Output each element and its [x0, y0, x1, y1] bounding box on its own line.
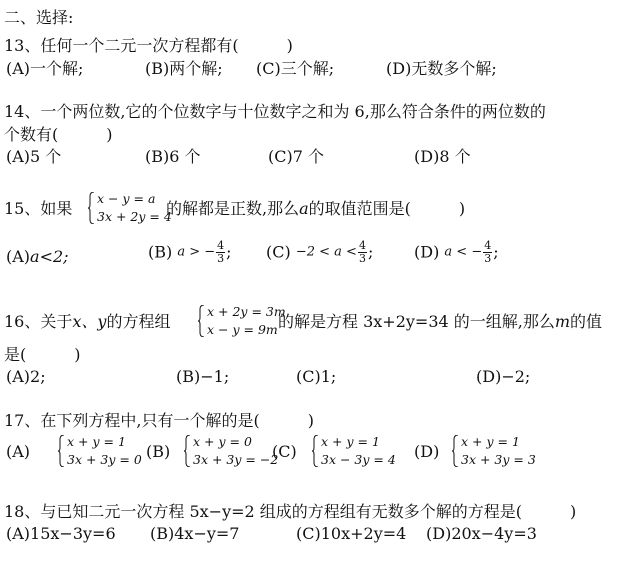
equation-line: x + y = 1 — [321, 434, 380, 449]
option-c: (C)三个解; — [256, 59, 335, 78]
question-stem: 一个两位数,它的个位数字与十位数字之和为 6,那么符合条件的两位数的 — [40, 102, 546, 121]
option-c-label: (C) — [272, 442, 297, 461]
brace-icon — [88, 192, 95, 224]
denominator: 3 — [358, 252, 366, 265]
option-d: (D)−2; — [476, 367, 531, 386]
brace-icon — [198, 305, 205, 337]
option-b-system — [184, 433, 278, 469]
numerator: 4 — [358, 239, 366, 252]
option-text: a > − — [177, 244, 216, 260]
brace-icon — [452, 435, 459, 467]
stem-text: 的解是方程 3x+2y=34 的一组解,那么 — [278, 312, 555, 331]
option-label: (B) — [148, 242, 173, 262]
option-d: (D)20x−4y=3 — [426, 524, 537, 543]
option-a: (A)5 个 — [6, 147, 62, 166]
option-d: (D)无数多个解; — [386, 59, 497, 78]
stem-text: 关于 — [40, 312, 73, 331]
question-14 — [4, 102, 546, 122]
equation-line: 3x + 3y = 0 — [67, 452, 142, 467]
option-a: (A)15x−3y=6 — [6, 524, 116, 543]
equation-line: x − y = a — [97, 191, 156, 206]
brace-icon — [58, 435, 65, 467]
equation-line: x + 2y = 3m — [207, 304, 286, 319]
equation-line: 3x − 3y = 4 — [321, 452, 396, 467]
stem-text: 如果 — [40, 199, 73, 218]
equation-line: x + y = 1 — [67, 434, 126, 449]
variable: m — [554, 312, 571, 331]
fraction — [216, 240, 225, 265]
question-number: 14、 — [4, 102, 41, 121]
brace-icon — [312, 435, 319, 467]
option-b: (B)6 个 — [145, 147, 201, 166]
question-15-end — [166, 199, 465, 219]
option-text: a<2; — [30, 247, 69, 266]
option-a: (A)一个解; — [6, 59, 84, 78]
stem-text: 的值 — [570, 312, 603, 331]
question-number: 13、 — [4, 36, 41, 55]
option-b-label: (B) — [146, 442, 171, 461]
option-c: (C)1; — [296, 367, 337, 386]
question-stem: 与已知二元一次方程 5x−y=2 组成的方程组有无数多个解的方程是( ) — [40, 502, 577, 521]
question-16-start — [4, 312, 170, 332]
option-b: (B)4x−y=7 — [150, 524, 240, 543]
option-c — [266, 240, 373, 265]
option-d-label: (D) — [414, 442, 440, 461]
option-text: a < − — [444, 244, 483, 260]
option-b: (B)−1; — [176, 367, 230, 386]
question-16-end — [278, 312, 602, 332]
option-label: (D) — [414, 242, 440, 262]
equation-line: x + y = 1 — [461, 434, 520, 449]
option-a: (A)2; — [6, 367, 46, 386]
equation-line: x − y = 9m — [207, 322, 278, 337]
fraction — [483, 240, 492, 265]
option-a — [6, 247, 69, 267]
variable: a — [299, 199, 309, 218]
question-stem-cont: 是( ) — [4, 345, 81, 364]
question-stem: 在下列方程中,只有一个解的是( ) — [40, 411, 314, 430]
fraction — [358, 240, 367, 265]
equation-line: 3x + 3y = 3 — [461, 452, 536, 467]
option-c: (C)10x+2y=4 — [296, 524, 407, 543]
question-number: 16、 — [4, 312, 41, 331]
section-title: 二、选择: — [4, 8, 74, 27]
question-15-start — [4, 199, 72, 219]
punct: ; — [367, 242, 374, 262]
option-b: (B)两个解; — [145, 59, 223, 78]
question-18 — [4, 502, 576, 522]
option-a-label: (A) — [6, 442, 31, 461]
equation-line: x + y = 0 — [193, 434, 252, 449]
option-c: (C)7 个 — [268, 147, 324, 166]
stem-text: 的解都是正数,那么 — [166, 199, 300, 218]
question-number: 17、 — [4, 411, 41, 430]
equation-line: 3x + 3y = −2 — [193, 452, 279, 467]
option-label: (A) — [6, 247, 31, 266]
option-b — [148, 240, 232, 265]
stem-text: 的方程组 — [106, 312, 171, 331]
option-d: (D)8 个 — [414, 147, 471, 166]
variables: x、y — [72, 312, 107, 331]
equation-line: 3x + 2y = 4 — [97, 209, 172, 224]
question-number: 15、 — [4, 199, 41, 218]
option-d-system — [452, 433, 536, 469]
denominator: 3 — [484, 252, 492, 265]
option-a-system — [58, 433, 142, 469]
option-c-system — [312, 433, 396, 469]
equation-system — [198, 303, 286, 339]
question-17 — [4, 411, 314, 431]
numerator: 4 — [484, 239, 492, 252]
option-label: (C) — [266, 242, 291, 262]
numerator: 4 — [217, 239, 225, 252]
option-text: −2 < a < — [295, 244, 357, 260]
option-d — [414, 240, 499, 265]
question-stem: 任何一个二元一次方程都有( ) — [40, 36, 293, 55]
question-stem-cont: 个数有( ) — [4, 125, 113, 144]
stem-text: 的取值范围是( ) — [308, 199, 466, 218]
punct: ; — [493, 242, 499, 262]
question-13 — [4, 36, 293, 56]
question-number: 18、 — [4, 502, 41, 521]
equation-system — [88, 190, 172, 226]
brace-icon — [184, 435, 191, 467]
denominator: 3 — [217, 252, 225, 265]
punct: ; — [226, 242, 232, 262]
